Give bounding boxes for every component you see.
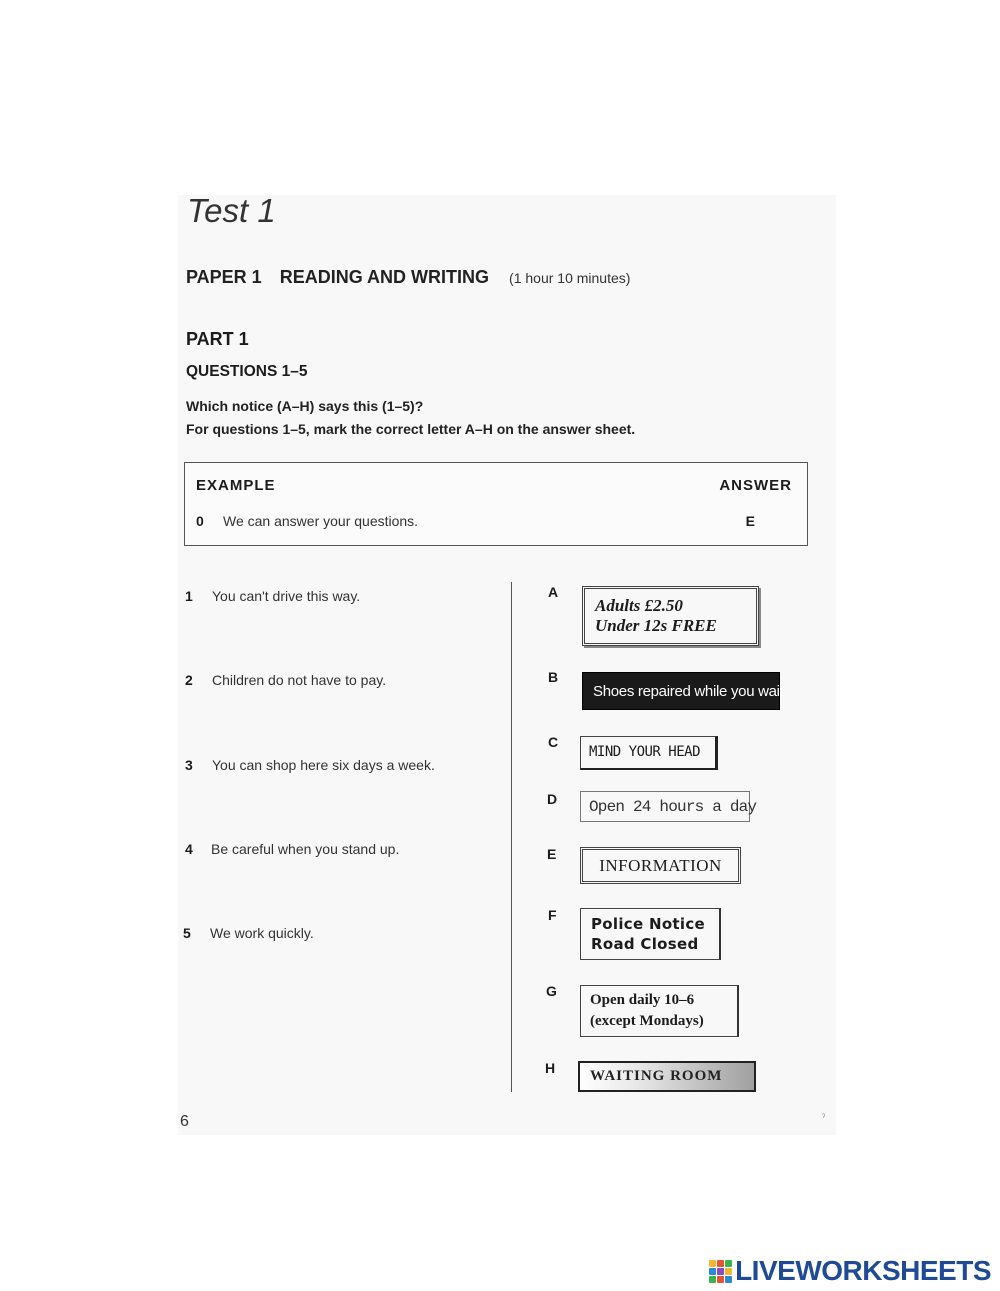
- liveworksheets-logo: [709, 1255, 991, 1287]
- notice-letter: F: [548, 907, 557, 923]
- notice-g: [580, 985, 739, 1037]
- notice-a: [582, 586, 759, 646]
- question-text: We work quickly.: [210, 925, 314, 941]
- example-number: 0: [196, 513, 204, 529]
- notice-letter: B: [548, 669, 559, 685]
- notice-letter: H: [545, 1060, 556, 1076]
- notice-line: Shoes repaired while you wait: [593, 683, 784, 700]
- notice-line: MIND YOUR HEAD: [589, 744, 701, 760]
- logo-square: [725, 1260, 732, 1267]
- paper-time: (1 hour 10 minutes): [509, 270, 631, 286]
- scan-mark: ˀ: [822, 1112, 826, 1122]
- notice-line: Open daily 10–6: [590, 992, 695, 1008]
- answer-label: ANSWER: [719, 477, 792, 494]
- part-heading: PART 1: [186, 329, 249, 349]
- notice-letter: C: [548, 734, 559, 750]
- example-box: [184, 462, 808, 546]
- page-number: 6: [180, 1113, 189, 1130]
- example-label: EXAMPLE: [196, 477, 276, 494]
- notice-letter: D: [547, 791, 558, 807]
- instruction-line-1: Which notice (A–H) says this (1–5)?: [186, 398, 424, 414]
- question-number: 2: [185, 672, 193, 688]
- logo-square: [725, 1276, 732, 1283]
- logo-grid-icon: [709, 1260, 732, 1283]
- question-number: 1: [185, 588, 193, 604]
- notice-line: (except Mondays): [590, 1013, 704, 1029]
- logo-square: [717, 1268, 724, 1275]
- notice-d: [580, 791, 757, 822]
- logo-square: [717, 1276, 724, 1283]
- questions-heading: QUESTIONS 1–5: [186, 363, 308, 380]
- notice-letter: A: [548, 584, 559, 600]
- column-divider: [511, 582, 512, 1092]
- notice-letter: E: [547, 846, 557, 862]
- instruction-line-2: For questions 1–5, mark the correct letter A–H on the answer sheet.: [186, 421, 636, 437]
- logo-square: [709, 1260, 716, 1267]
- notice-line: Under 12s FREE: [595, 616, 717, 635]
- notice-letter: G: [546, 983, 557, 999]
- question-text: You can't drive this way.: [212, 588, 361, 604]
- question-text: You can shop here six days a week.: [212, 757, 435, 773]
- notice-line: Police Notice: [591, 915, 706, 933]
- notice-line: INFORMATION: [599, 856, 722, 875]
- logo-square: [709, 1268, 716, 1275]
- notice-line: Adults £2.50: [595, 596, 683, 615]
- brand-name: LIVEWORKSHEETS: [735, 1255, 991, 1286]
- question-number: 5: [183, 925, 191, 941]
- notice-c: [580, 736, 718, 770]
- question-text: Children do not have to pay.: [212, 672, 387, 688]
- question-number: 3: [185, 757, 193, 773]
- page-title: Test 1: [187, 192, 276, 229]
- logo-square: [717, 1260, 724, 1267]
- logo-square: [709, 1276, 716, 1283]
- logo-square: [725, 1268, 732, 1275]
- notice-h: [578, 1061, 756, 1092]
- notice-b: [582, 672, 784, 710]
- example-text: We can answer your questions.: [223, 513, 419, 529]
- notice-f: [580, 908, 721, 960]
- paper-name: READING AND WRITING: [279, 267, 490, 287]
- question-text: Be careful when you stand up.: [211, 841, 400, 857]
- notice-line: Road Closed: [591, 935, 699, 953]
- example-answer: E: [745, 513, 755, 529]
- notice-line: WAITING ROOM: [590, 1068, 723, 1084]
- paper-heading: [186, 267, 630, 288]
- notice-line: Open 24 hours a day: [589, 798, 757, 816]
- paper-label: PAPER 1: [186, 267, 262, 287]
- notice-e: [580, 847, 741, 884]
- question-number: 4: [185, 841, 193, 857]
